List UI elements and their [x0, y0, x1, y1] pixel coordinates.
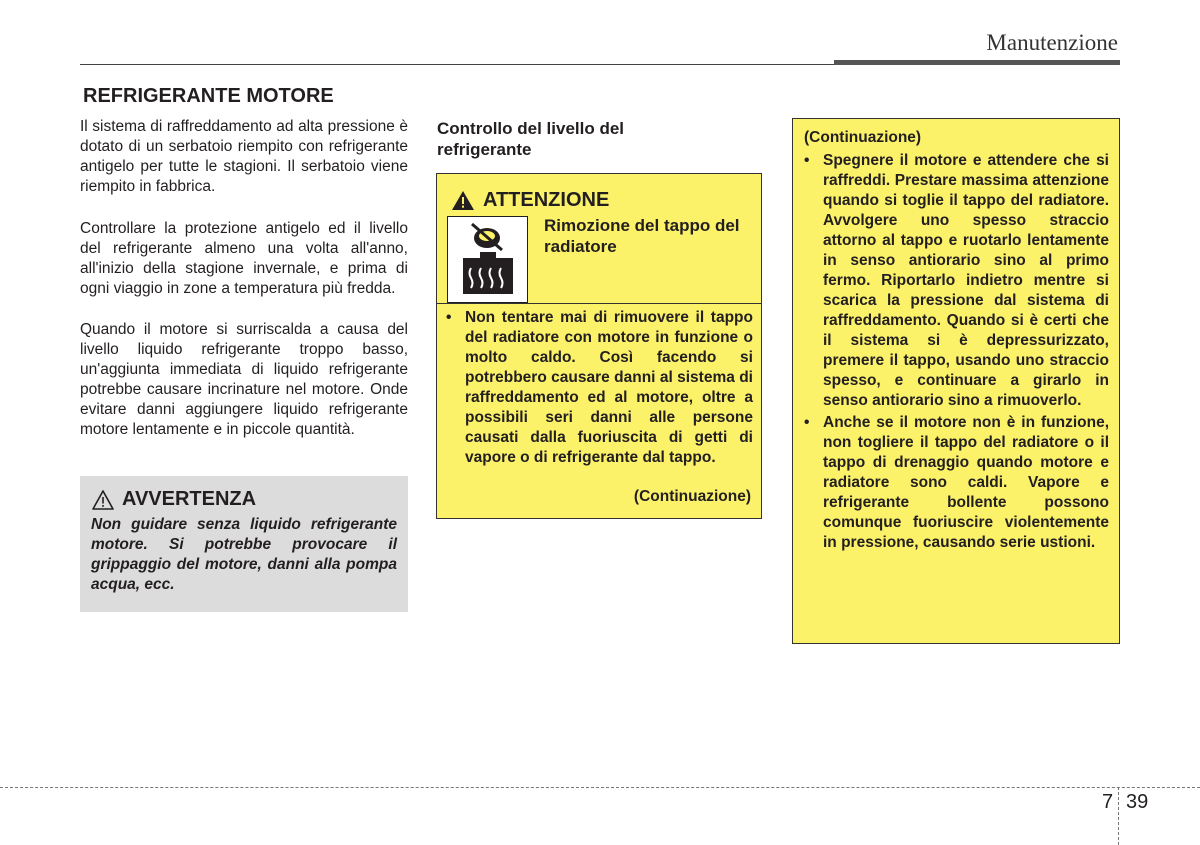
- list-item-text: Spegnere il motore e attendere che si raffreddi. Prestare massima attenzione quando si toglie il tappo del radiatore. Avvolgere uno spesso straccio attorno al tappo e ruotarlo lentamente in senso antiorario sino al primo fermo. Riportarlo indietro mentre si scarica la pressione dal sistema di raffreddamento. Quando si è certi che il sistema si è depressurizzato, premere il tappo, usando uno straccio spesso, e continuare a girarlo in senso antiorario sino a rimuoverlo.: [823, 152, 1109, 409]
- radiator-cap-hot-icon: [447, 216, 528, 303]
- list-item: [804, 151, 1109, 411]
- body-paragraph: Controllare la protezione antigelo ed il livello del refrigerante almeno una volta all'anno, all'inizio della stagione invernale, e prima di ogni viaggio in zone a temperatura più fredda.: [80, 220, 408, 297]
- list-item: [804, 413, 1109, 553]
- caution-title: AVVERTENZA: [122, 488, 257, 510]
- body-paragraph: Quando il motore si surriscalda a causa del livello liquido refrigerante troppo basso, un'aggiunta immediata di liquido refrigerante potrebbe causare incrinature nel motore. Onde evitare danni aggiungere liquido refrigerante motore lentamente e in piccole quantità.: [80, 321, 408, 438]
- list-item-text: Anche se il motore non è in funzione, non togliere il tappo del radiatore o il tappo di drenaggio quando motore e radiatore sono caldi. Vapore e refrigerante bollente possono comunque fuoriuscire violentemente in pressione, causando serie ustioni.: [823, 414, 1109, 551]
- warning-title: ATTENZIONE: [483, 189, 610, 211]
- body-paragraph: Il sistema di raffreddamento ad alta pressione è dotato di un serbatoio riempito con refrigerante antigelo per tutte le stagioni. Il serbatoio viene riempito in fabbrica.: [80, 118, 408, 195]
- footer-rule: [0, 787, 1200, 788]
- section-header: Manutenzione: [986, 30, 1118, 55]
- warning-heading: [451, 189, 609, 212]
- caution-box: [80, 476, 408, 612]
- warning-continued-box: [792, 118, 1120, 644]
- continued-header: (Continuazione): [804, 129, 922, 146]
- bullet-icon: •: [804, 414, 810, 431]
- warning-box: [436, 173, 762, 519]
- warning-list: [446, 308, 753, 468]
- footer-divider: [1118, 787, 1119, 845]
- list-item-text: Non tentare mai di rimuovere il tappo del radiatore con motore in funzione o molto caldo. Così facendo si potrebbero causare danni al sistema di raffreddamento ed al motore, oltre a possibili seri danni alle persone causati dalla fuoriuscita di getti di vapore o di refrigerante dal tappo.: [465, 309, 753, 466]
- warning-divider: [437, 303, 761, 304]
- caution-heading: [92, 488, 256, 511]
- section-subheading: Controllo del livello del refrigerante: [437, 119, 625, 159]
- bullet-icon: •: [446, 309, 452, 326]
- list-item: [446, 308, 753, 468]
- warning-list: [804, 151, 1109, 555]
- page-number: 39: [1126, 791, 1149, 813]
- caution-text: Non guidare senza liquido refrigerante motore. Si potrebbe provocare il grippaggio del motore, danni alla pompa acqua, ecc.: [91, 516, 397, 593]
- warning-triangle-icon: [92, 490, 114, 510]
- header-accent-bar: [834, 60, 1120, 65]
- bullet-icon: •: [804, 152, 810, 169]
- continued-label: (Continuazione): [633, 488, 751, 505]
- warning-triangle-icon: [451, 190, 475, 211]
- chapter-number: 7: [1102, 791, 1114, 813]
- page-title: REFRIGERANTE MOTORE: [83, 85, 334, 107]
- warning-subtitle: Rimozione del tappo del radiatore: [544, 216, 740, 256]
